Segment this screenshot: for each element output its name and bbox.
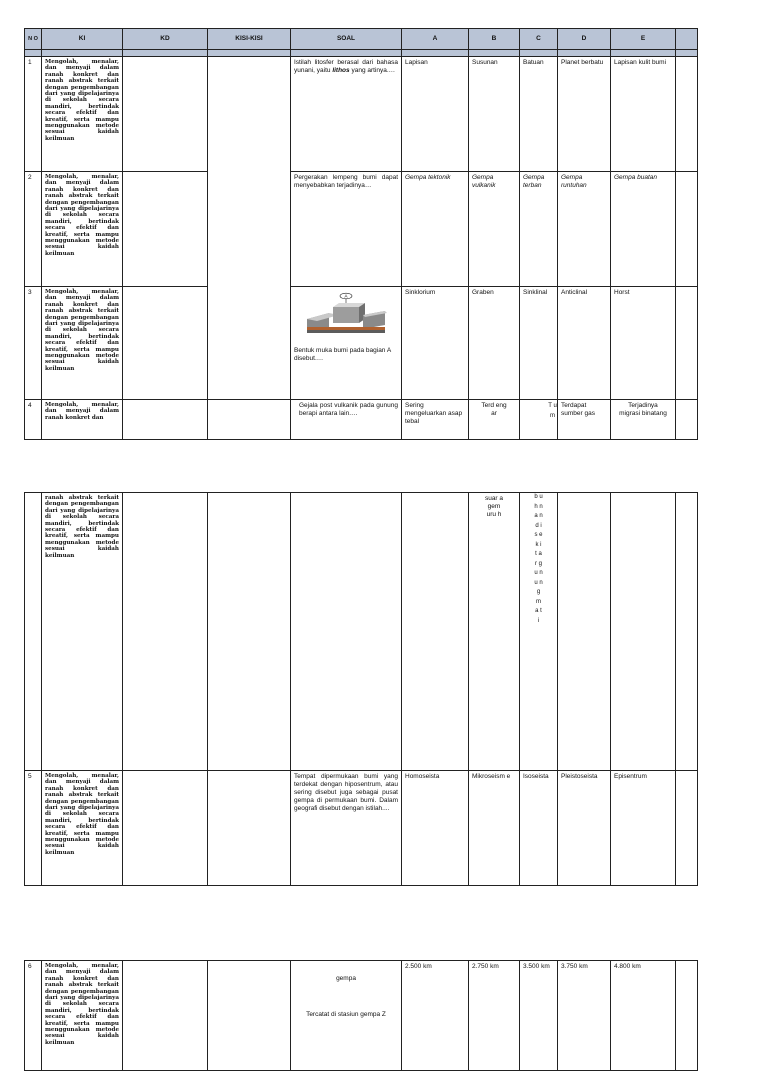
soal-cell bbox=[291, 493, 402, 771]
kisi-cell bbox=[208, 961, 291, 1071]
kisi-cell bbox=[208, 57, 291, 172]
kisi-cell bbox=[208, 493, 291, 771]
option-a: 2.500 km bbox=[402, 961, 469, 1071]
kd-cell bbox=[123, 493, 208, 771]
option-b: Graben bbox=[469, 287, 520, 400]
table-row bbox=[25, 400, 698, 440]
soal-cell: Gejala post vulkanik pada gunung berapi antara lain.… bbox=[291, 400, 402, 440]
page-3 bbox=[0, 960, 768, 1046]
header-extra bbox=[676, 29, 698, 50]
kd-cell bbox=[123, 400, 208, 440]
kd-cell bbox=[123, 961, 208, 1071]
kd-cell bbox=[123, 287, 208, 400]
option-e: Terjadinya migrasi binatang bbox=[611, 400, 676, 440]
option-b: Gempa vulkanik bbox=[469, 172, 520, 287]
option-b: Mikroseism e bbox=[469, 771, 520, 886]
option-a: Sering mengeluarkan asap tebal bbox=[402, 400, 469, 440]
option-e bbox=[611, 493, 676, 771]
option-a: Lapisan bbox=[402, 57, 469, 172]
option-c: Isoseista bbox=[520, 771, 558, 886]
header-kisi-kisi: KISI-KISI bbox=[208, 29, 291, 50]
row-number bbox=[25, 493, 42, 771]
header-c: C bbox=[520, 29, 558, 50]
soal-text-bottom: Tercatat di stasiun gempa Z bbox=[306, 1011, 386, 1018]
option-d: Anticlinal bbox=[558, 287, 611, 400]
extra-cell bbox=[676, 400, 698, 440]
option-e: Horst bbox=[611, 287, 676, 400]
option-c: Gempa terban bbox=[520, 172, 558, 287]
header-soal: SOAL bbox=[291, 29, 402, 50]
extra-cell bbox=[676, 771, 698, 886]
option-a bbox=[402, 493, 469, 771]
svg-text:A: A bbox=[344, 293, 348, 299]
header-e: E bbox=[611, 29, 676, 50]
kd-cell bbox=[123, 57, 208, 172]
option-b: Terd eng ar bbox=[469, 400, 520, 440]
question-table-page-3 bbox=[24, 960, 698, 1071]
kd-cell bbox=[123, 771, 208, 886]
soal-cell: Pergerakan lempeng bumi dapat menyebabkan terjadinya… bbox=[291, 172, 402, 287]
soal-emphasis: lithos bbox=[332, 67, 350, 74]
option-b: Susunan bbox=[469, 57, 520, 172]
page-2 bbox=[0, 492, 768, 887]
question-table-page-2 bbox=[24, 492, 698, 886]
soal-cell bbox=[291, 57, 402, 172]
landform-figure bbox=[303, 293, 389, 337]
figure-label-a bbox=[340, 293, 352, 299]
option-c: 3.500 km bbox=[520, 961, 558, 1071]
header-ki: KI bbox=[42, 29, 123, 50]
option-d bbox=[558, 493, 611, 771]
option-e: Gempa buatan bbox=[611, 172, 676, 287]
ki-cell: Mengolah, menalar, dan menyaji dalam ranah konkret dan ranah abstrak terkait dengan pengembangan dari yang dipelajarinya di sekolah secara mandiri, bertindak secara efektif dan kreatif, serta mampu menggunakan metode sesuai kaidah keilmuan bbox=[42, 287, 123, 400]
page-1 bbox=[0, 0, 768, 437]
horst-block-diagram bbox=[307, 297, 387, 333]
table-row bbox=[25, 57, 698, 172]
ki-cell: Mengolah, menalar, dan menyaji dalam ranah konkret dan ranah abstrak terkait dengan pengembangan dari yang dipelajarinya di sekolah secara mandiri, bertindak secara efektif dan kreatif, serta mampu menggunakan metode sesuai kaidah keilmuan bbox=[42, 961, 123, 1071]
table-row bbox=[25, 771, 698, 886]
kd-cell bbox=[123, 172, 208, 287]
soal-cell bbox=[291, 287, 402, 400]
extra-cell bbox=[676, 57, 698, 172]
extra-cell bbox=[676, 493, 698, 771]
header-no: N O bbox=[25, 29, 42, 50]
kisi-cell bbox=[208, 771, 291, 886]
row-number: 4 bbox=[25, 400, 42, 440]
option-b: 2.750 km bbox=[469, 961, 520, 1071]
header-d: D bbox=[558, 29, 611, 50]
row-number: 2 bbox=[25, 172, 42, 287]
row-number: 1 bbox=[25, 57, 42, 172]
kisi-cell bbox=[208, 400, 291, 440]
option-c: b u h n a n d i s e k i t a r g u n u n g m a t i bbox=[520, 493, 558, 771]
header-a: A bbox=[402, 29, 469, 50]
question-table-page-1 bbox=[24, 28, 698, 440]
ki-cell: Mengolah, menalar, dan menyaji dalam ranah konkret dan ranah abstrak terkait dengan pengembangan dari yang dipelajarinya di sekolah secara mandiri, bertindak secara efektif dan kreatif, serta mampu menggunakan metode sesuai kaidah keilmuan bbox=[42, 771, 123, 886]
extra-cell bbox=[676, 287, 698, 400]
ki-cell: Mengolah, menalar, dan menyaji dalam ranah konkret dan bbox=[42, 400, 123, 440]
extra-cell bbox=[676, 961, 698, 1071]
header-band bbox=[25, 50, 698, 57]
soal-text: Istilah litosfer berasal dari bahasa yunani, yaitu bbox=[294, 59, 398, 74]
option-d: Planet berbatu bbox=[558, 57, 611, 172]
option-c: Batuan bbox=[520, 57, 558, 172]
option-d: Terdapat sumber gas bbox=[558, 400, 611, 440]
option-a: Homoseista bbox=[402, 771, 469, 886]
header-b: B bbox=[469, 29, 520, 50]
soal-text-end: yang artinya.… bbox=[349, 67, 396, 74]
ki-cell: Mengolah, menalar, dan menyaji dalam ranah konkret dan ranah abstrak terkait dengan pengembangan dari yang dipelajarinya di sekolah secara mandiri, bertindak secara efektif dan kreatif, serta mampu menggunakan metode sesuai kaidah keilmuan bbox=[42, 172, 123, 287]
option-b: suar a gem uru h bbox=[469, 493, 520, 771]
table-row bbox=[25, 287, 698, 400]
kisi-cell bbox=[208, 172, 291, 287]
table-row bbox=[25, 172, 698, 287]
option-a: Gempa tektonik bbox=[402, 172, 469, 287]
option-d: 3.750 km bbox=[558, 961, 611, 1071]
soal-cell bbox=[291, 961, 402, 1071]
soal-text-top: gempa bbox=[336, 975, 356, 982]
table-row bbox=[25, 961, 698, 1071]
ki-cell: ranah abstrak terkait dengan pengembangan dari yang dipelajarinya di sekolah secara mandiri, bertindak secara efektif dan kreatif, serta mampu menggunakan metode sesuai kaidah keilmuan bbox=[42, 493, 123, 771]
row-number: 5 bbox=[25, 771, 42, 886]
soal-text: Bentuk muka bumi pada bagian A disebut.… bbox=[294, 347, 391, 362]
option-e: Lapisan kulit bumi bbox=[611, 57, 676, 172]
soal-cell: Tempat dipermukaan bumi yang terdekat dengan hiposentrum, atau sering disebut juga sebagai pusat gempa di permukaan bumi. Dalam geografi disebut dengan istilah.... bbox=[291, 771, 402, 886]
extra-cell bbox=[676, 172, 698, 287]
row-number: 6 bbox=[25, 961, 42, 1071]
kisi-cell bbox=[208, 287, 291, 400]
option-c: T u m bbox=[520, 400, 558, 440]
option-e: Episentrum bbox=[611, 771, 676, 886]
ki-cell: Mengolah, menalar, dan menyaji dalam ranah konkret dan ranah abstrak terkait dengan pengembangan dari yang dipelajarinya di sekolah secara mandiri, bertindak secara efektif dan kreatif, serta mampu menggunakan metode sesuai kaidah keilmuan bbox=[42, 57, 123, 172]
table-row bbox=[25, 493, 698, 771]
option-d: Pleistoseista bbox=[558, 771, 611, 886]
option-a: Sinklorium bbox=[402, 287, 469, 400]
header-kd: KD bbox=[123, 29, 208, 50]
option-c: Sinklinal bbox=[520, 287, 558, 400]
option-e: 4.800 km bbox=[611, 961, 676, 1071]
row-number: 3 bbox=[25, 287, 42, 400]
option-d: Gempa runtuhan bbox=[558, 172, 611, 287]
